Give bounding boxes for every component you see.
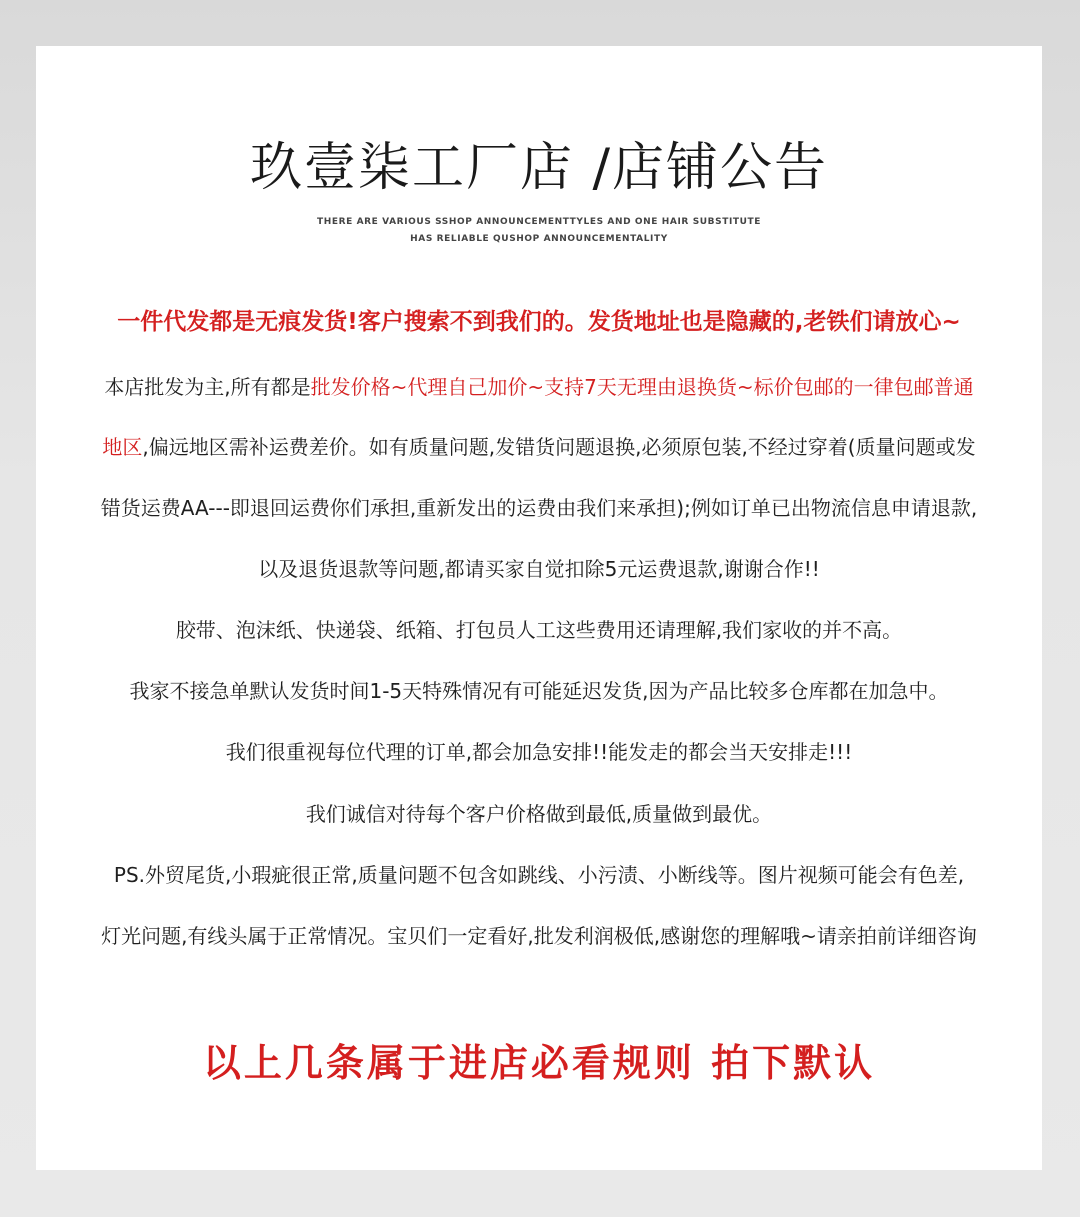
notice-line-10: 灯光问题,有线头属于正常情况。宝贝们一定看好,批发利润极低,感谢您的理解哦~请亲拍前详细咨询 [101, 924, 977, 948]
notice-line-8: 我们诚信对待每个客户价格做到最低,质量做到最优。 [305, 802, 773, 826]
english-subtitle [36, 214, 1042, 248]
notice-line-3: 错货运费AA---即退回运费你们承担,重新发出的运费由我们来承担);例如订单已出物流信息申请退款, [100, 496, 978, 520]
announcement-card [36, 46, 1042, 1170]
notice-line-1-plain: 本店批发为主,所有都是 [104, 375, 311, 399]
notice-line-6: 我家不接急单默认发货时间1-5天特殊情况有可能延迟发货,因为产品比较多仓库都在加急中。 [129, 679, 949, 703]
notice-line-7: 我们很重视每位代理的订单,都会加急安排!!能发走的都会当天安排走!!! [225, 740, 853, 764]
notice-line-2 [36, 430, 1042, 464]
notice-line-1 [36, 370, 1042, 404]
notice-line-5: 胶带、泡沫纸、快递袋、纸箱、打包员人工这些费用还请理解,我们家收的并不高。 [175, 618, 903, 642]
notice-line-9: PS.外贸尾货,小瑕疵很正常,质量问题不包含如跳线、小污渍、小断线等。图片视频可能会有色差, [113, 863, 965, 887]
notice-line-2-highlight: 地区 [102, 435, 143, 459]
notice-line-1-highlight: 批发价格~代理自己加价~支持7天无理由退换货~标价包邮的一律包邮普通 [310, 375, 974, 399]
subtitle-line-2: HAS RELIABLE QUSHOP ANNOUNCEMENTALITY [410, 234, 668, 244]
notice-line-2-plain: ,偏远地区需补运费差价。如有质量问题,发错货问题退换,必须原包装,不经过穿着(质量问题或发 [142, 435, 976, 459]
subtitle-line-1: THERE ARE VARIOUS SSHOP ANNOUNCEMENTTYLES AND ONE HAIR SUBSTITUTE [316, 217, 762, 227]
footer-rules: 以上几条属于进店必看规则 拍下默认 [202, 1041, 876, 1085]
notice-line-4: 以及退货退款等问题,都请买家自觉扣除5元运费退款,谢谢合作!! [258, 557, 820, 581]
page-title: 玖壹柒工厂店 /店铺公告 [249, 138, 829, 198]
highlight-notice: 一件代发都是无痕发货!客户搜索不到我们的。发货地址也是隐藏的,老铁们请放心~ [117, 309, 961, 335]
